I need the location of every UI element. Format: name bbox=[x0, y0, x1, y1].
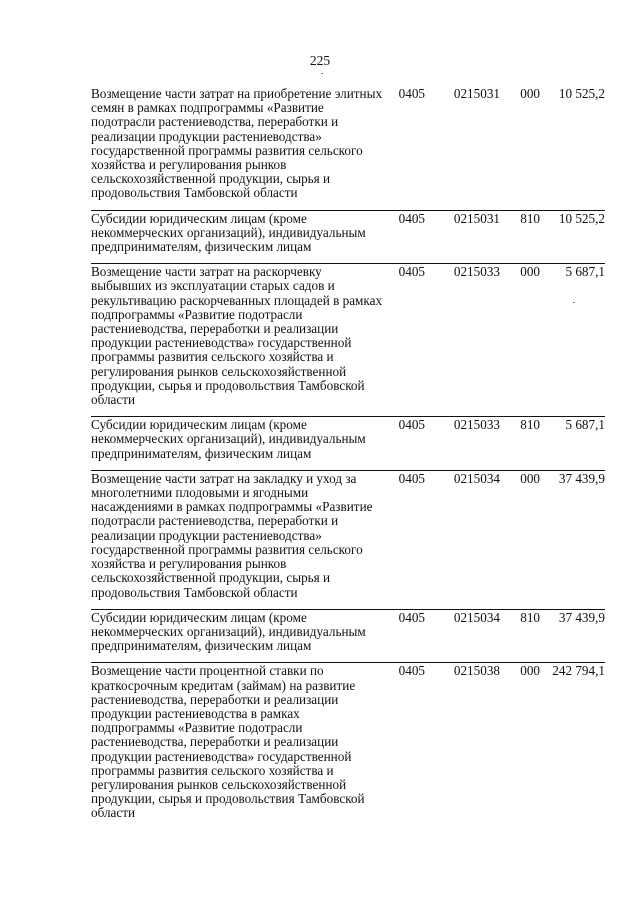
table-row bbox=[91, 662, 605, 820]
target-code: 0215038 bbox=[453, 663, 500, 679]
expense-name: Субсидии юридическим лицам (кроме некоммерческих организаций), индивидуальным предпринимателям, физическим лицам bbox=[91, 417, 366, 461]
section-code: 0405 bbox=[398, 663, 425, 679]
target-code: 0215034 bbox=[453, 470, 500, 486]
expense-name: Возмещение части затрат на закладку и уход за многолетними плодовыми и ягодными насаждениями в рамках подпрограммы «Развитие подотрасли растениеводства, переработки и реализации продукции растениеводства» государственной программы развития сельского хозяйства и регулирования рынков сельскохозяйственной продукции, сырья и продовольствия Тамбовской области bbox=[91, 470, 373, 600]
table-row bbox=[91, 86, 605, 201]
target-code: 0215031 bbox=[453, 86, 500, 101]
budget-table bbox=[91, 86, 605, 830]
amount: 242 794,1 bbox=[552, 663, 605, 679]
section-code: 0405 bbox=[398, 86, 425, 101]
section-code: 0405 bbox=[398, 210, 425, 226]
expense-type-code: 000 bbox=[520, 663, 540, 679]
table-row bbox=[91, 416, 605, 461]
target-code: 0215034 bbox=[453, 609, 500, 625]
expense-name: Субсидии юридическим лицам (кроме некоммерческих организаций), индивидуальным предпринимателям, физическим лицам bbox=[91, 210, 366, 255]
section-code: 0405 bbox=[398, 470, 425, 486]
section-code: 0405 bbox=[398, 609, 425, 625]
expense-type-code: 000 bbox=[520, 264, 540, 280]
expense-type-code: 810 bbox=[520, 609, 540, 625]
amount: 5 687,1 bbox=[565, 264, 605, 280]
amount: 5 687,1 bbox=[565, 417, 605, 433]
expense-name: Возмещение части затрат на приобретение элитных семян в рамках подпрограммы «Развитие подотрасли растениеводства, переработки и реализации продукции растениеводства» государственной программы развития сельского хозяйства и регулирования рынков сельскохозяйственной продукции, сырья и продовольствия Тамбовской области bbox=[91, 86, 383, 201]
target-code: 0215033 bbox=[453, 264, 500, 280]
amount: 37 439,9 bbox=[558, 470, 605, 486]
expense-name: Возмещение части процентной ставки по краткосрочным кредитам (займам) на развитие растениеводства, переработки и реализации продукции растениеводства в рамках подпрограммы «Развитие подотрасли растениеводства, переработки и реализации продукции растениеводства» государственной программы развития сельского хозяйства и регулирования рынков сельскохозяйственной продукции, сырья и продовольствия Тамбовской области bbox=[91, 663, 365, 821]
target-code: 0215033 bbox=[453, 417, 500, 433]
table-row bbox=[91, 609, 605, 654]
expense-type-code: 810 bbox=[520, 210, 540, 226]
expense-name: Возмещение части затрат на раскорчевку выбывших из эксплуатации старых садов и рекультивацию раскорчеванных площадей в рамках подпрограммы «Развитие подотрасли растениеводства, переработки и реализации продукции растениеводства» государственной программы развития сельского хозяйства и регулирования рынков сельскохозяйственной продукции, сырья и продовольствия Тамбовской области bbox=[91, 264, 383, 408]
amount: 10 525,2 bbox=[558, 86, 605, 101]
expense-name: Субсидии юридическим лицам (кроме некоммерческих организаций), индивидуальным предпринимателям, физическим лицам bbox=[91, 609, 366, 654]
section-code: 0405 bbox=[398, 264, 425, 280]
section-code: 0405 bbox=[398, 417, 425, 433]
expense-type-code: 000 bbox=[520, 86, 540, 101]
table-row bbox=[91, 210, 605, 255]
page-number: 225 bbox=[309, 53, 331, 68]
scan-mark bbox=[321, 73, 323, 74]
expense-type-code: 000 bbox=[520, 470, 540, 486]
target-code: 0215031 bbox=[453, 210, 500, 226]
expense-type-code: 810 bbox=[520, 417, 540, 433]
table-row bbox=[91, 263, 605, 407]
table-row bbox=[91, 470, 605, 600]
amount: 10 525,2 bbox=[558, 210, 605, 226]
amount: 37 439,9 bbox=[558, 609, 605, 625]
